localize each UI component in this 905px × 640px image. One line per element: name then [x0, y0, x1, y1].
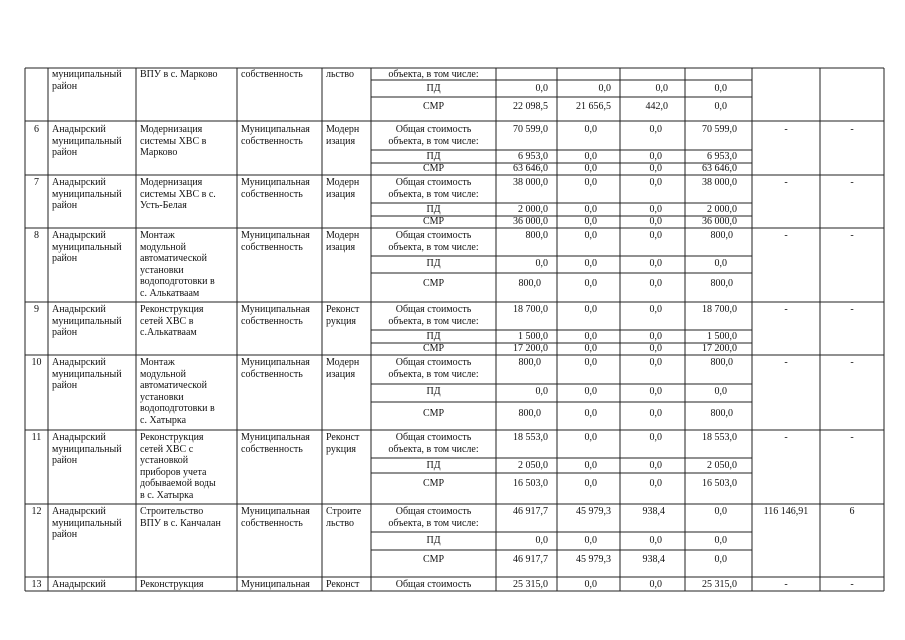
row9-total-label: Общая стоимость объекта, в том числе: [388, 304, 479, 327]
row12-total-label: Общая стоимость объекта, в том числе: [388, 506, 479, 529]
row8-smr-v1: 800,0 [518, 278, 541, 289]
row5-pd-v2: 0,0 [598, 83, 611, 94]
row9-district: Анадырский муниципальный район [52, 304, 122, 338]
row12-district: Анадырский муниципальный район [52, 506, 122, 540]
row6-object: Модернизация системы ХВС в Марково [140, 124, 207, 158]
row5-ownership: собственность [241, 69, 303, 80]
row6-total-v1: 70 599,0 [513, 124, 548, 135]
row5-smr-v2: 21 656,5 [576, 101, 611, 112]
row10-object: Монтаж модульной автоматической установки водоподготовки в с. Хатырка [140, 357, 215, 426]
row5-district: муниципальный район [52, 69, 122, 92]
row7-total-label: Общая стоимость объекта, в том числе: [388, 177, 479, 200]
row10-smr-v3: 0,0 [649, 408, 662, 419]
row6-district: Анадырский муниципальный район [52, 124, 122, 158]
row6-c11: - [850, 124, 854, 135]
row11-total-v4: 18 553,0 [702, 432, 737, 443]
row5-pd-v4: 0,0 [714, 83, 727, 94]
row8-smr-label: СМР [422, 278, 445, 289]
row9-pd-v4: 1 500,0 [707, 331, 737, 342]
row11-total-v1: 18 553,0 [513, 432, 548, 443]
row5-smr-label: СМР [422, 101, 445, 112]
row5-item-label: объекта, в том числе: [388, 69, 479, 80]
row6-pd-v3: 0,0 [649, 151, 662, 162]
row11-smr-v3: 0,0 [649, 478, 662, 489]
row10-ownership: Муниципальная собственность [241, 357, 310, 380]
row10-smr-v1: 800,0 [518, 408, 541, 419]
row10-pd-label: ПД [426, 386, 441, 397]
row8-pd-v2: 0,0 [584, 258, 597, 269]
row13-c10: - [784, 579, 788, 590]
row11-district: Анадырский муниципальный район [52, 432, 122, 466]
row6-pd-label: ПД [426, 151, 441, 162]
row11-c11: - [850, 432, 854, 443]
row7-smr-v4: 36 000,0 [702, 216, 737, 227]
row13-object: Реконструкция [140, 579, 204, 590]
row9-pd-v2: 0,0 [584, 331, 597, 342]
row9-smr-v3: 0,0 [649, 343, 662, 354]
row10-smr-v2: 0,0 [584, 408, 597, 419]
row8-total-v3: 0,0 [649, 230, 662, 241]
row12-smr-v4: 0,0 [714, 554, 727, 565]
row7-worktype: Модерн изация [326, 177, 360, 200]
row11-pd-v1: 2 050,0 [518, 460, 548, 471]
row9-smr-v4: 17 200,0 [702, 343, 737, 354]
row13-total-v3: 0,0 [649, 579, 662, 590]
row9-pd-label: ПД [426, 331, 441, 342]
row7-ownership: Муниципальная собственность [241, 177, 310, 200]
row10-pd-v2: 0,0 [584, 386, 597, 397]
row13-total-v2: 0,0 [584, 579, 597, 590]
row8-pd-v1: 0,0 [535, 258, 548, 269]
row11-smr-label: СМР [422, 478, 445, 489]
row7-smr-v2: 0,0 [584, 216, 597, 227]
row5-pd-v3: 0,0 [655, 83, 668, 94]
row5-smr-v3: 442,0 [645, 101, 668, 112]
row7-smr-label: СМР [422, 216, 445, 227]
row11-smr-v2: 0,0 [584, 478, 597, 489]
row12-num: 12 [31, 506, 42, 517]
row9-ownership: Муниципальная собственность [241, 304, 310, 327]
row8-total-v2: 0,0 [584, 230, 597, 241]
row5-smr-v1: 22 098,5 [513, 101, 548, 112]
row5-pd-v1: 0,0 [535, 83, 548, 94]
row8-pd-v3: 0,0 [649, 258, 662, 269]
row7-total-v1: 38 000,0 [513, 177, 548, 188]
row7-c10: - [784, 177, 788, 188]
row10-c11: - [850, 357, 854, 368]
row7-smr-v3: 0,0 [649, 216, 662, 227]
row11-smr-v1: 16 503,0 [513, 478, 548, 489]
row11-total-v3: 0,0 [649, 432, 662, 443]
row7-total-v2: 0,0 [584, 177, 597, 188]
row7-district: Анадырский муниципальный район [52, 177, 122, 211]
row7-c11: - [850, 177, 854, 188]
row11-pd-v4: 2 050,0 [707, 460, 737, 471]
row6-smr-v2: 0,0 [584, 163, 597, 174]
row6-smr-v4: 63 646,0 [702, 163, 737, 174]
row8-c10: - [784, 230, 788, 241]
row7-num: 7 [34, 177, 39, 188]
row12-pd-v2: 0,0 [584, 535, 597, 546]
row5-pd-label: ПД [426, 83, 441, 94]
row11-num: 11 [31, 432, 42, 443]
row11-pd-v3: 0,0 [649, 460, 662, 471]
row6-pd-v4: 6 953,0 [707, 151, 737, 162]
row10-num: 10 [31, 357, 42, 368]
row7-pd-label: ПД [426, 204, 441, 215]
row7-pd-v1: 2 000,0 [518, 204, 548, 215]
row9-total-v3: 0,0 [649, 304, 662, 315]
row12-c11: 6 [849, 506, 855, 517]
row8-total-label: Общая стоимость объекта, в том числе: [388, 230, 479, 253]
row5-object: ВПУ в с. Марково [140, 69, 218, 80]
row7-object: Модернизация системы ХВС в с. Усть-Белая [140, 177, 216, 211]
row7-pd-v4: 2 000,0 [707, 204, 737, 215]
row6-smr-v3: 0,0 [649, 163, 662, 174]
row11-total-label: Общая стоимость объекта, в том числе: [388, 432, 479, 455]
row8-pd-label: ПД [426, 258, 441, 269]
row10-pd-v1: 0,0 [535, 386, 548, 397]
row8-pd-v4: 0,0 [714, 258, 727, 269]
row8-worktype: Модерн изация [326, 230, 360, 253]
row12-worktype: Строите льство [326, 506, 362, 529]
row6-smr-v1: 63 646,0 [513, 163, 548, 174]
row11-total-v2: 0,0 [584, 432, 597, 443]
row6-worktype: Модерн изация [326, 124, 360, 147]
row13-total-label: Общая стоимость [395, 579, 472, 590]
row9-smr-v2: 0,0 [584, 343, 597, 354]
row7-total-v3: 0,0 [649, 177, 662, 188]
row10-c10: - [784, 357, 788, 368]
row12-smr-label: СМР [422, 554, 445, 565]
row10-worktype: Модерн изация [326, 357, 360, 380]
row8-district: Анадырский муниципальный район [52, 230, 122, 264]
row12-pd-v4: 0,0 [714, 535, 727, 546]
row12-pd-v3: 0,0 [649, 535, 662, 546]
row10-district: Анадырский муниципальный район [52, 357, 122, 391]
row13-num: 13 [31, 579, 42, 590]
row6-smr-label: СМР [422, 163, 445, 174]
row8-num: 8 [34, 230, 39, 241]
row9-worktype: Реконст рукция [326, 304, 360, 327]
row9-total-v1: 18 700,0 [513, 304, 548, 315]
row5-worktype: льство [326, 69, 355, 80]
row8-smr-v2: 0,0 [584, 278, 597, 289]
row13-ownership: Муниципальная [241, 579, 310, 590]
row13-worktype: Реконст [326, 579, 360, 590]
row9-object: Реконструкция сетей ХВС в с.Алькатваам [140, 304, 204, 338]
row10-total-v1: 800,0 [518, 357, 541, 368]
row11-smr-v4: 16 503,0 [702, 478, 737, 489]
row10-total-label: Общая стоимость объекта, в том числе: [388, 357, 479, 380]
row9-total-v2: 0,0 [584, 304, 597, 315]
row12-pd-v1: 0,0 [535, 535, 548, 546]
row9-c11: - [850, 304, 854, 315]
row10-total-v4: 800,0 [710, 357, 733, 368]
row9-pd-v1: 1 500,0 [518, 331, 548, 342]
row6-total-label: Общая стоимость объекта, в том числе: [388, 124, 479, 147]
row8-object: Монтаж модульной автоматической установки водоподготовки в с. Алькатваам [140, 230, 215, 299]
row8-ownership: Муниципальная собственность [241, 230, 310, 253]
row12-smr-v1: 46 917,7 [513, 554, 548, 565]
row12-smr-v3: 938,4 [642, 554, 665, 565]
row12-total-v3: 938,4 [642, 506, 665, 517]
row9-total-v4: 18 700,0 [702, 304, 737, 315]
row10-smr-v4: 800,0 [710, 408, 733, 419]
row11-pd-v2: 0,0 [584, 460, 597, 471]
row8-total-v4: 800,0 [710, 230, 733, 241]
row13-c11: - [850, 579, 854, 590]
row6-pd-v1: 6 953,0 [518, 151, 548, 162]
row11-pd-label: ПД [426, 460, 441, 471]
row9-c10: - [784, 304, 788, 315]
row6-total-v3: 0,0 [649, 124, 662, 135]
row10-total-v3: 0,0 [649, 357, 662, 368]
row7-pd-v2: 0,0 [584, 204, 597, 215]
row6-pd-v2: 0,0 [584, 151, 597, 162]
row12-total-v4: 0,0 [714, 506, 727, 517]
row7-pd-v3: 0,0 [649, 204, 662, 215]
row13-total-v4: 25 315,0 [702, 579, 737, 590]
row12-total-v2: 45 979,3 [576, 506, 611, 517]
row8-total-v1: 800,0 [525, 230, 548, 241]
row9-smr-v1: 17 200,0 [513, 343, 548, 354]
row6-ownership: Муниципальная собственность [241, 124, 310, 147]
row13-district: Анадырский [52, 579, 106, 590]
row6-c10: - [784, 124, 788, 135]
row9-num: 9 [34, 304, 39, 315]
row12-ownership: Муниципальная собственность [241, 506, 310, 529]
row11-object: Реконструкция сетей ХВС с установкой приборов учета добываемой воды в с. Хатырка [140, 432, 216, 501]
row11-ownership: Муниципальная собственность [241, 432, 310, 455]
row12-object: Строительство ВПУ в с. Канчалан [140, 506, 221, 529]
row8-smr-v3: 0,0 [649, 278, 662, 289]
row11-c10: - [784, 432, 788, 443]
row9-pd-v3: 0,0 [649, 331, 662, 342]
row10-pd-v3: 0,0 [649, 386, 662, 397]
row6-num: 6 [34, 124, 39, 135]
row7-total-v4: 38 000,0 [702, 177, 737, 188]
row12-total-v1: 46 917,7 [513, 506, 548, 517]
row6-total-v2: 0,0 [584, 124, 597, 135]
row11-worktype: Реконст рукция [326, 432, 360, 455]
row13-total-v1: 25 315,0 [513, 579, 548, 590]
row5-smr-v4: 0,0 [714, 101, 727, 112]
row12-smr-v2: 45 979,3 [576, 554, 611, 565]
row7-smr-v1: 36 000,0 [513, 216, 548, 227]
row12-c10: 116 146,91 [763, 506, 809, 517]
row10-total-v2: 0,0 [584, 357, 597, 368]
row6-total-v4: 70 599,0 [702, 124, 737, 135]
row10-smr-label: СМР [422, 408, 445, 419]
row10-pd-v4: 0,0 [714, 386, 727, 397]
row12-pd-label: ПД [426, 535, 441, 546]
row8-c11: - [850, 230, 854, 241]
row8-smr-v4: 800,0 [710, 278, 733, 289]
row9-smr-label: СМР [422, 343, 445, 354]
